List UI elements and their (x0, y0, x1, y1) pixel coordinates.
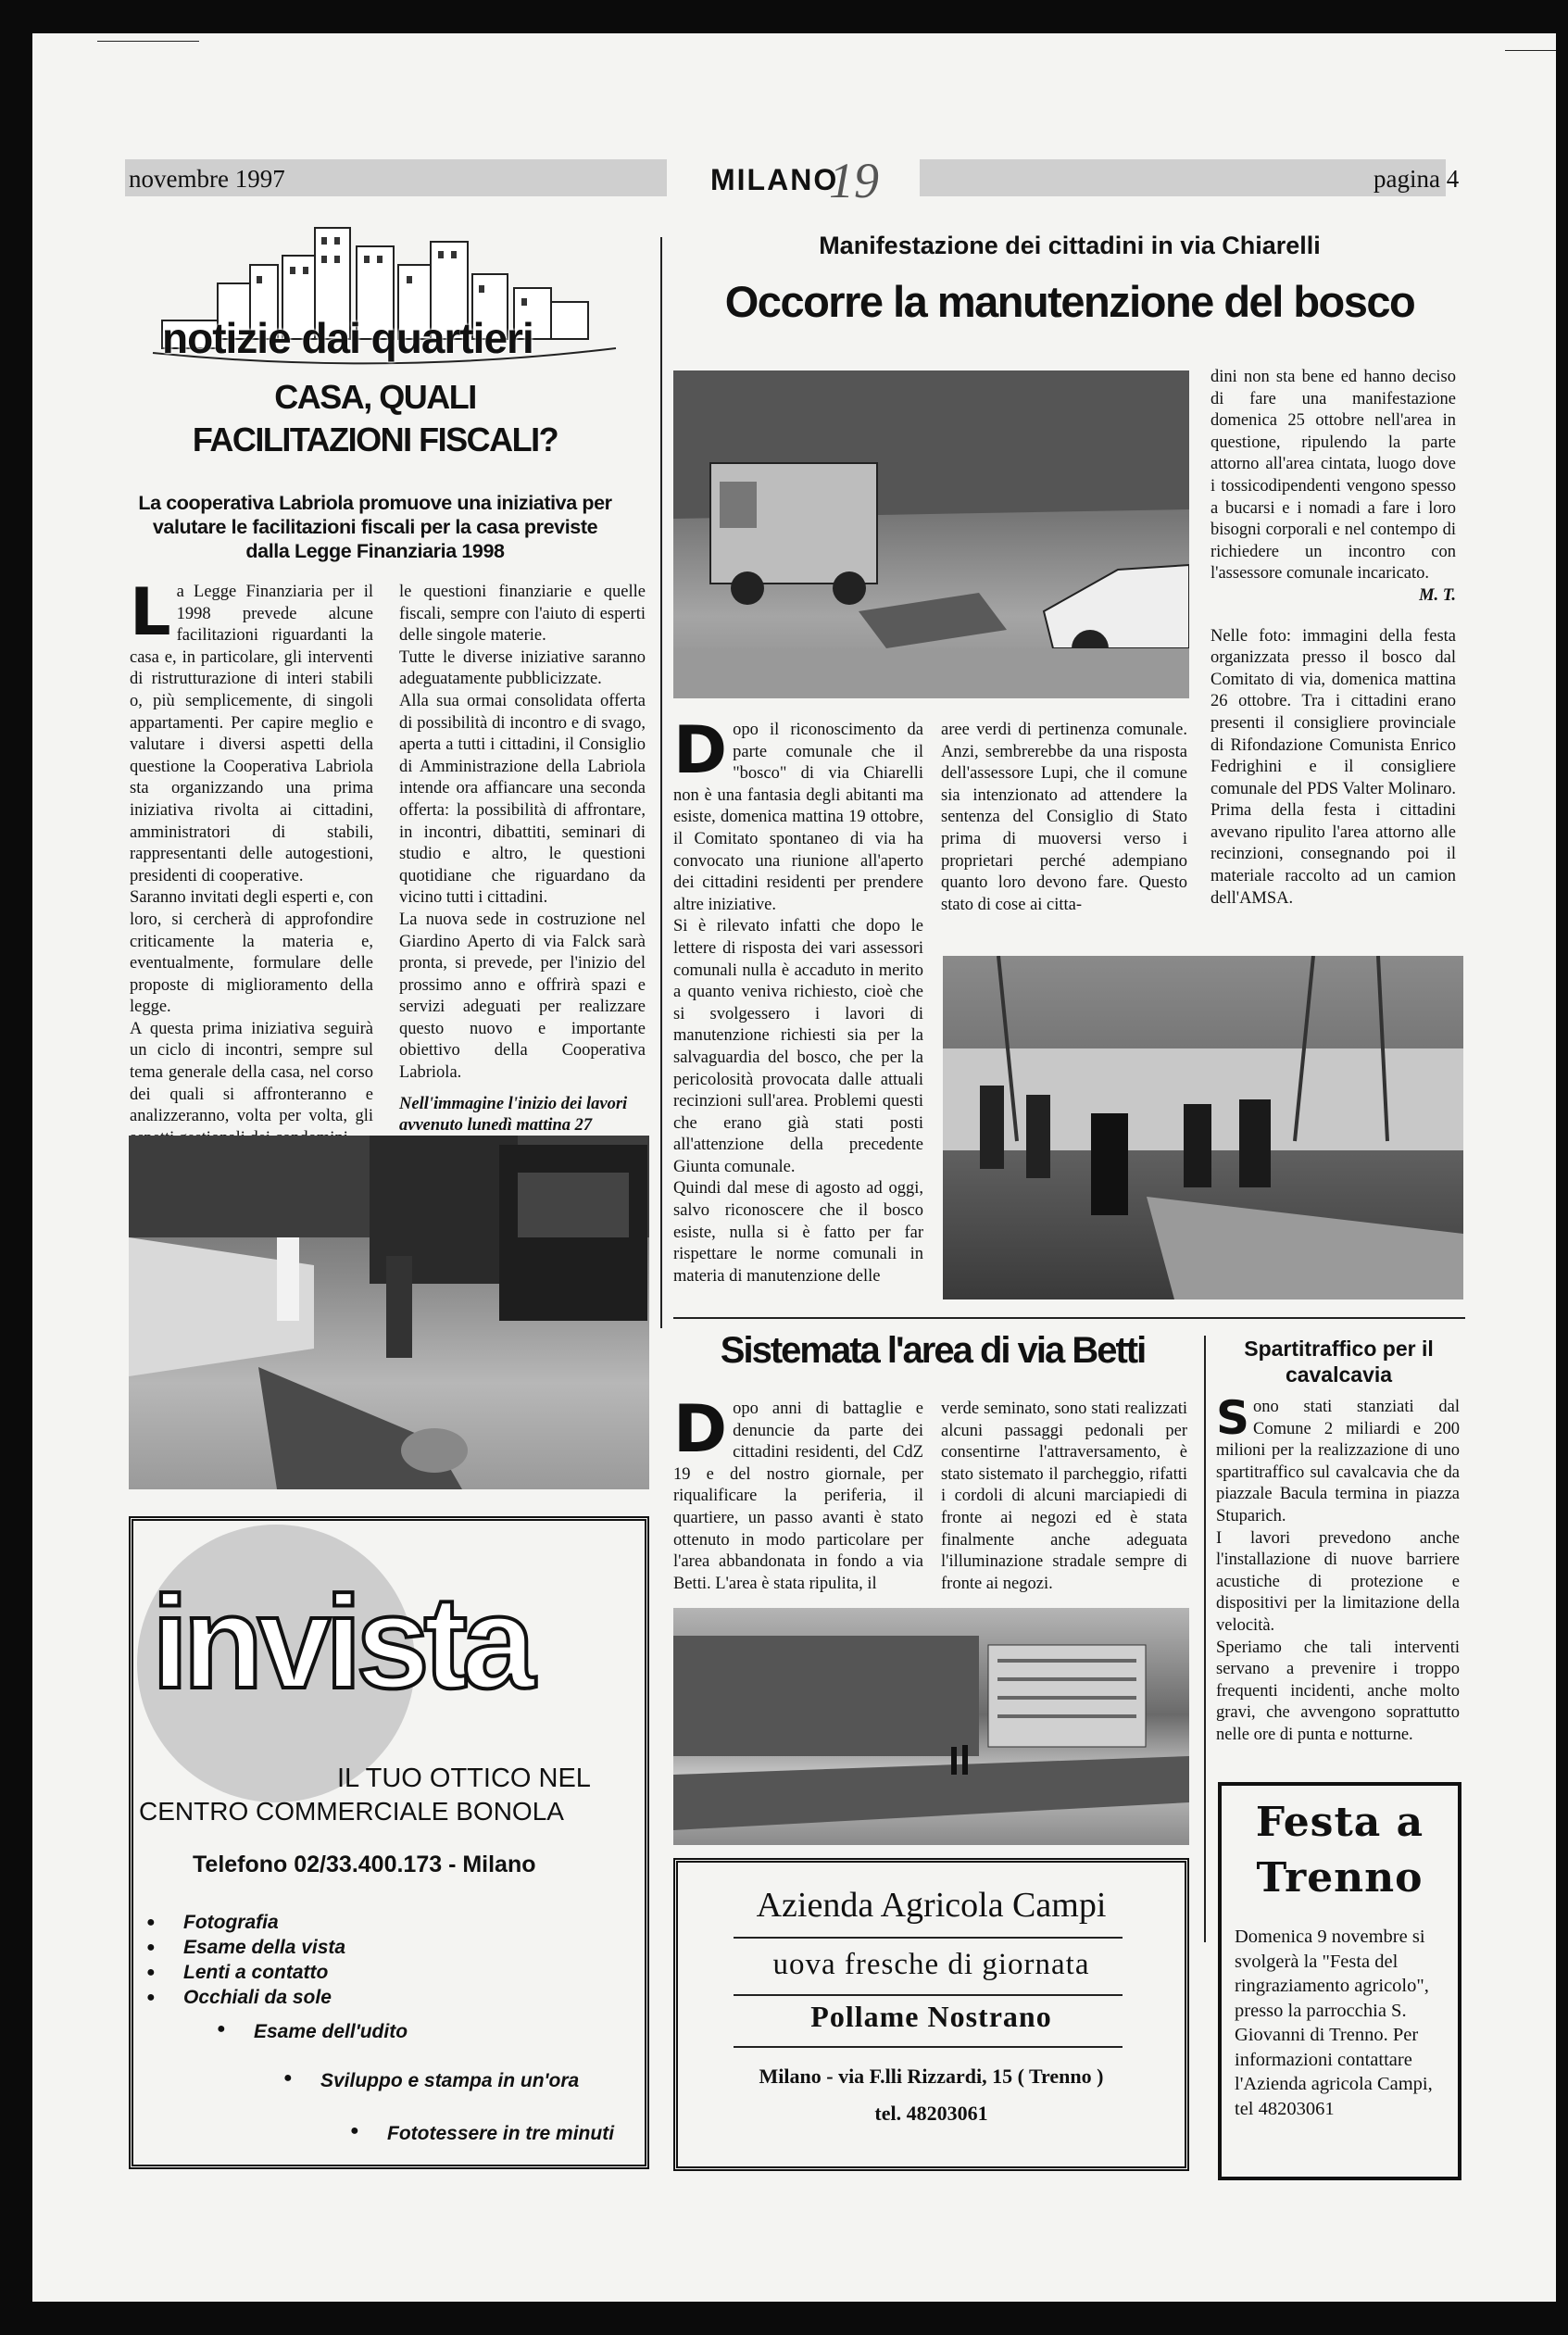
dropcap: D (673, 1391, 728, 1467)
campi-divider (734, 1937, 1123, 1939)
dropcap: L (130, 574, 171, 650)
bosco-text-5: dini non sta bene ed hanno deciso di fare una manifestazione domenica 25 ottobre nell'area in questione, ripulendo la parte attorno all'area cintata, luogo dove i tossicodipendenti vengono spesso a bucarsi e i nomadi a fare i loro bisogni corporali e nel contempo di richiedere un incontro con l'assessore comunale incaricato. (1210, 368, 1456, 584)
crop-mark (97, 41, 199, 42)
list-item: ● Fotografia (146, 1910, 345, 1935)
bosco-col1 (673, 712, 923, 1287)
campi-divider (734, 1994, 1123, 1996)
left-article-col2 (399, 582, 646, 1159)
excavation-scene-icon (129, 1136, 649, 1489)
masthead-logo (709, 153, 922, 208)
bosco-headline: Occorre la manutenzione del bosco (724, 277, 1415, 326)
invista-ad (129, 1516, 649, 2169)
left-headline-2: FACILITAZIONI FISCALI? (192, 421, 558, 458)
park-scene-icon (673, 1608, 1189, 1845)
campi-line-1: uova fresche di giornata (772, 1948, 1090, 1981)
betti-text-2: verde seminato, sono stati realizzati alcuni passaggi pedonali per consentirne l'attraversamento, è stato sistemato il parcheggio, rifatti i cordoli di alcuni marciapiedi di fronte ai negozi ed è stata finalmente anche adeguata l'illuminazione stradale sempre di fronte ai negozi. (941, 1400, 1187, 1593)
invista-tagline-1: IL TUO OTTICO NEL (337, 1764, 591, 1793)
campi-line-2: Pollame Nostrano (810, 2000, 1052, 2033)
bosco-text-3: Quindi dal mese di agosto ad oggi, salvo riconoscere che il bosco esiste, nulla si è fatto per far rispettare le norme comunali in materia di manutenzione delle (673, 1179, 923, 1286)
left-text-2: Saranno invitati degli esperti e, con loro, si cercherà di approfondire criticamente la materia e, eventualmente, formulare delle proposte di miglioramento della legge. (130, 888, 373, 1017)
campi-divider (734, 2046, 1123, 2048)
festa-body: Domenica 9 novembre si svolgerà la "Festa del ringraziamento agricolo", presso la parrocchia S. Giovanni di Trenno. Per informazioni contattare l'Azienda agricola Campi, tel 48203061 (1235, 1927, 1433, 2119)
spartitraffico-col (1216, 1391, 1460, 1747)
invista-extra-list (217, 2021, 408, 2043)
bosco-text-2: Si è rilevato infatti che dopo le lettere di risposta dei vari assessori comunali nulla è accaduto in merito a quanto veniva richiesto, cioè che si svolgessero i lavori di manutenzione richiesti sia per la salvaguardia del bosco, che per la pericolosità provocata dalle attuali recinzioni sull'area. Problemi questi che erano già stati posti all'attenzione della precedente Giunta comunale. (673, 917, 923, 1176)
bosco-col2 (941, 720, 1187, 916)
column-divider (660, 237, 662, 1328)
left-text-5: Tutte le diverse iniziative saranno adeguatamente pubblicizzate. (399, 647, 646, 689)
header-date: novembre 1997 (129, 165, 285, 193)
invista-services-list (146, 1910, 345, 2010)
list-item: ● Occhiali da sole (146, 1985, 345, 2010)
campi-ad (673, 1858, 1189, 2171)
list-item: ● Esame della vista (146, 1935, 345, 1960)
left-text-6: Alla sua ormai consolidata offerta di possibilità di incontro e di svago, aperta a tutti i cittadini, il Consiglio di Amministrazione della Labriola intende ora affiancare una seconda offerta: la possibilità di affrontare, in incontri, dibattiti, seminari di studio e altro, le questioni quotidiane che riguardano da vicino tutti i cittadini. (399, 691, 646, 908)
list-item: ● Esame dell'udito (217, 2021, 408, 2043)
crop-mark (1505, 50, 1556, 51)
bosco-col3 (1210, 367, 1456, 910)
masthead-logo-text: MILANO (710, 163, 839, 196)
invista-extra-list (283, 2070, 579, 2092)
campi-name: Azienda Agricola Campi (756, 1886, 1107, 1925)
festa-trenno-box (1218, 1782, 1461, 2180)
bosco-photo-caption: Nelle foto: immagini della festa organizzata presso il bosco dal Comitato di via, domenica mattina 26 ottobre. Tra i cittadini erano presenti il consigliere provinciale di Rifondazione Comunista Enrico Fedrighini e il consigliere comunale del PDS Valter Molinaro. Prima della festa i cittadini avevano ripulito l'area attorno alle recinzioni, consegnando poi il materiale raccolto ad un camion dell'AMSA. (1210, 626, 1456, 908)
left-subheadline: La cooperativa Labriola promuove una iniziativa per valutare le facilitazioni fiscali per la casa previste dalla Legge Finanziaria 1998 (138, 492, 612, 562)
column-divider (1204, 1336, 1206, 1942)
invista-tagline-2: CENTRO COMMERCIALE BONOLA (139, 1797, 564, 1826)
masthead-logo-number: 19 (829, 153, 879, 208)
spartitraffico-text-3: Speriamo che tali interventi servano a prevenire i troppo frequenti incidenti, anche molto gravi, che avvengono soprattutto nelle ore di punta e notturne. (1216, 1638, 1460, 1744)
campi-address: Milano - via F.lli Rizzardi, 15 ( Trenno ) (759, 2065, 1104, 2088)
header-page-number: pagina 4 (1374, 165, 1460, 193)
betti-col2 (941, 1399, 1187, 1595)
excavation-photo (129, 1136, 649, 1489)
invista-extra-list (350, 2123, 614, 2145)
truck-scene-icon (673, 370, 1189, 698)
festa-title-1: Festa a (1255, 1799, 1424, 1846)
left-text-1: a Legge Finanziaria per il 1998 prevede alcune facilitazioni riguardanti la casa e, in particolare, gli interventi di ristrutturazione di interi stabili o, più semplicemente, di singoli appartamenti. Per capire meglio e valutare i diversi aspetti della questione la Cooperativa Labriola sta organizzando una prima iniziativa rivolta ai cittadini, amministratori di stabili, rappresentanti delle autogestioni, presidenti di cooperative. (130, 583, 373, 885)
park-photo (673, 1608, 1189, 1845)
picnic-scene-icon (943, 956, 1463, 1299)
left-text-3: A questa prima iniziativa seguirà un ciclo di incontri, sempre sul tema generale della casa, nel corso dei quali si affronteranno e analizzeranno, volta per volta, gli (130, 1019, 373, 1126)
betti-headline: Sistemata l'area di via Betti (720, 1330, 1146, 1371)
festa-title-2: Trenno (1256, 1854, 1424, 1902)
dropcap: S (1216, 1391, 1250, 1445)
spartitraffico-text-1: ono stati stanziati dal Comune 2 miliardi e 200 milioni per la realizzazione di uno spartitraffico sul cavalcavia che da piazzale Bacula termina in piazza Stuparich. (1216, 1398, 1460, 1525)
left-headline-1: CASA, QUALI (274, 378, 476, 416)
list-item: ● Fototessere in tre minuti (350, 2123, 614, 2145)
truck-photo (673, 370, 1189, 698)
left-photo-caption: Nell'immagine l'inizio dei lavori avvenuto lunedì mattina 27 (399, 1094, 628, 1136)
left-text-7: La nuova sede in costruzione nel Giardino Aperto di via Falck sarà pronta, si prevede, per l'inizio del prossimo anno e offrirà spazi e servizi adeguati per realizzare questo nuovo e importante obiettivo della Cooperativa Labriola. (399, 910, 646, 1083)
list-item: ● Sviluppo e stampa in un'ora (283, 2070, 579, 2092)
betti-text-1: opo anni di battaglie e denuncie da parte dei cittadini residenti, del CdZ 19 e del nostro giornale, per riqualificare la periferia, il quartiere, un passo avanti è stato ottenuto in modo particolare per l'area abbandonata in fondo a via Betti. L'area è stata ripulita, il (673, 1400, 923, 1593)
section-title: notizie dai quartieri (162, 314, 533, 362)
spartitraffico-headline: Spartitraffico per il cavalcavia (1244, 1337, 1434, 1387)
bosco-text-4: aree verdi di pertinenza comunale. Anzi, sembrerebbe da una risposta dell'assessore Lupi, che il comune sia intenzionato ad attendere la sentenza del Consiglio di Stato prima di muoversi verso i proprietari perché adempiano quanto loro devono fare. Questo stato di cose ai citta- (941, 721, 1187, 914)
newspaper-page (32, 33, 1556, 2302)
left-article-col1 (130, 574, 373, 1149)
section-divider (673, 1317, 1465, 1319)
dropcap: D (673, 712, 728, 788)
betti-col1 (673, 1391, 923, 1595)
list-item: ● Lenti a contatto (146, 1960, 345, 1985)
campi-phone: tel. 48203061 (874, 2102, 988, 2125)
section-banner (144, 219, 625, 367)
header-bar-right (920, 159, 1446, 196)
bosco-kicker: Manifestazione dei cittadini in via Chiarelli (819, 232, 1321, 259)
spartitraffico-text-2: I lavori prevedono anche l'installazione di nuove barriere acustiche di protezione e dispositivi per la limitazione della velocità. (1216, 1528, 1460, 1635)
invista-brand: invista (152, 1569, 530, 1716)
festa-bosco-photo (943, 956, 1463, 1299)
bosco-text-1: opo il riconoscimento da parte comunale che il "bosco" di via Chiarelli non è una fantasia degli abitanti ma esiste, domenica mattina 19 ottobre, il Comitato spontaneo di via ha convocato una riunione all'aperto dei cittadini residenti per prendere altre iniziative. (673, 721, 923, 914)
bosco-signature: M. T. (1419, 585, 1456, 605)
left-text-4: le questioni finanziarie e quelle fiscali, sempre con l'aiuto di esperti delle singole materie. (399, 583, 646, 646)
invista-phone: Telefono 02/33.400.173 - Milano (193, 1852, 536, 1877)
